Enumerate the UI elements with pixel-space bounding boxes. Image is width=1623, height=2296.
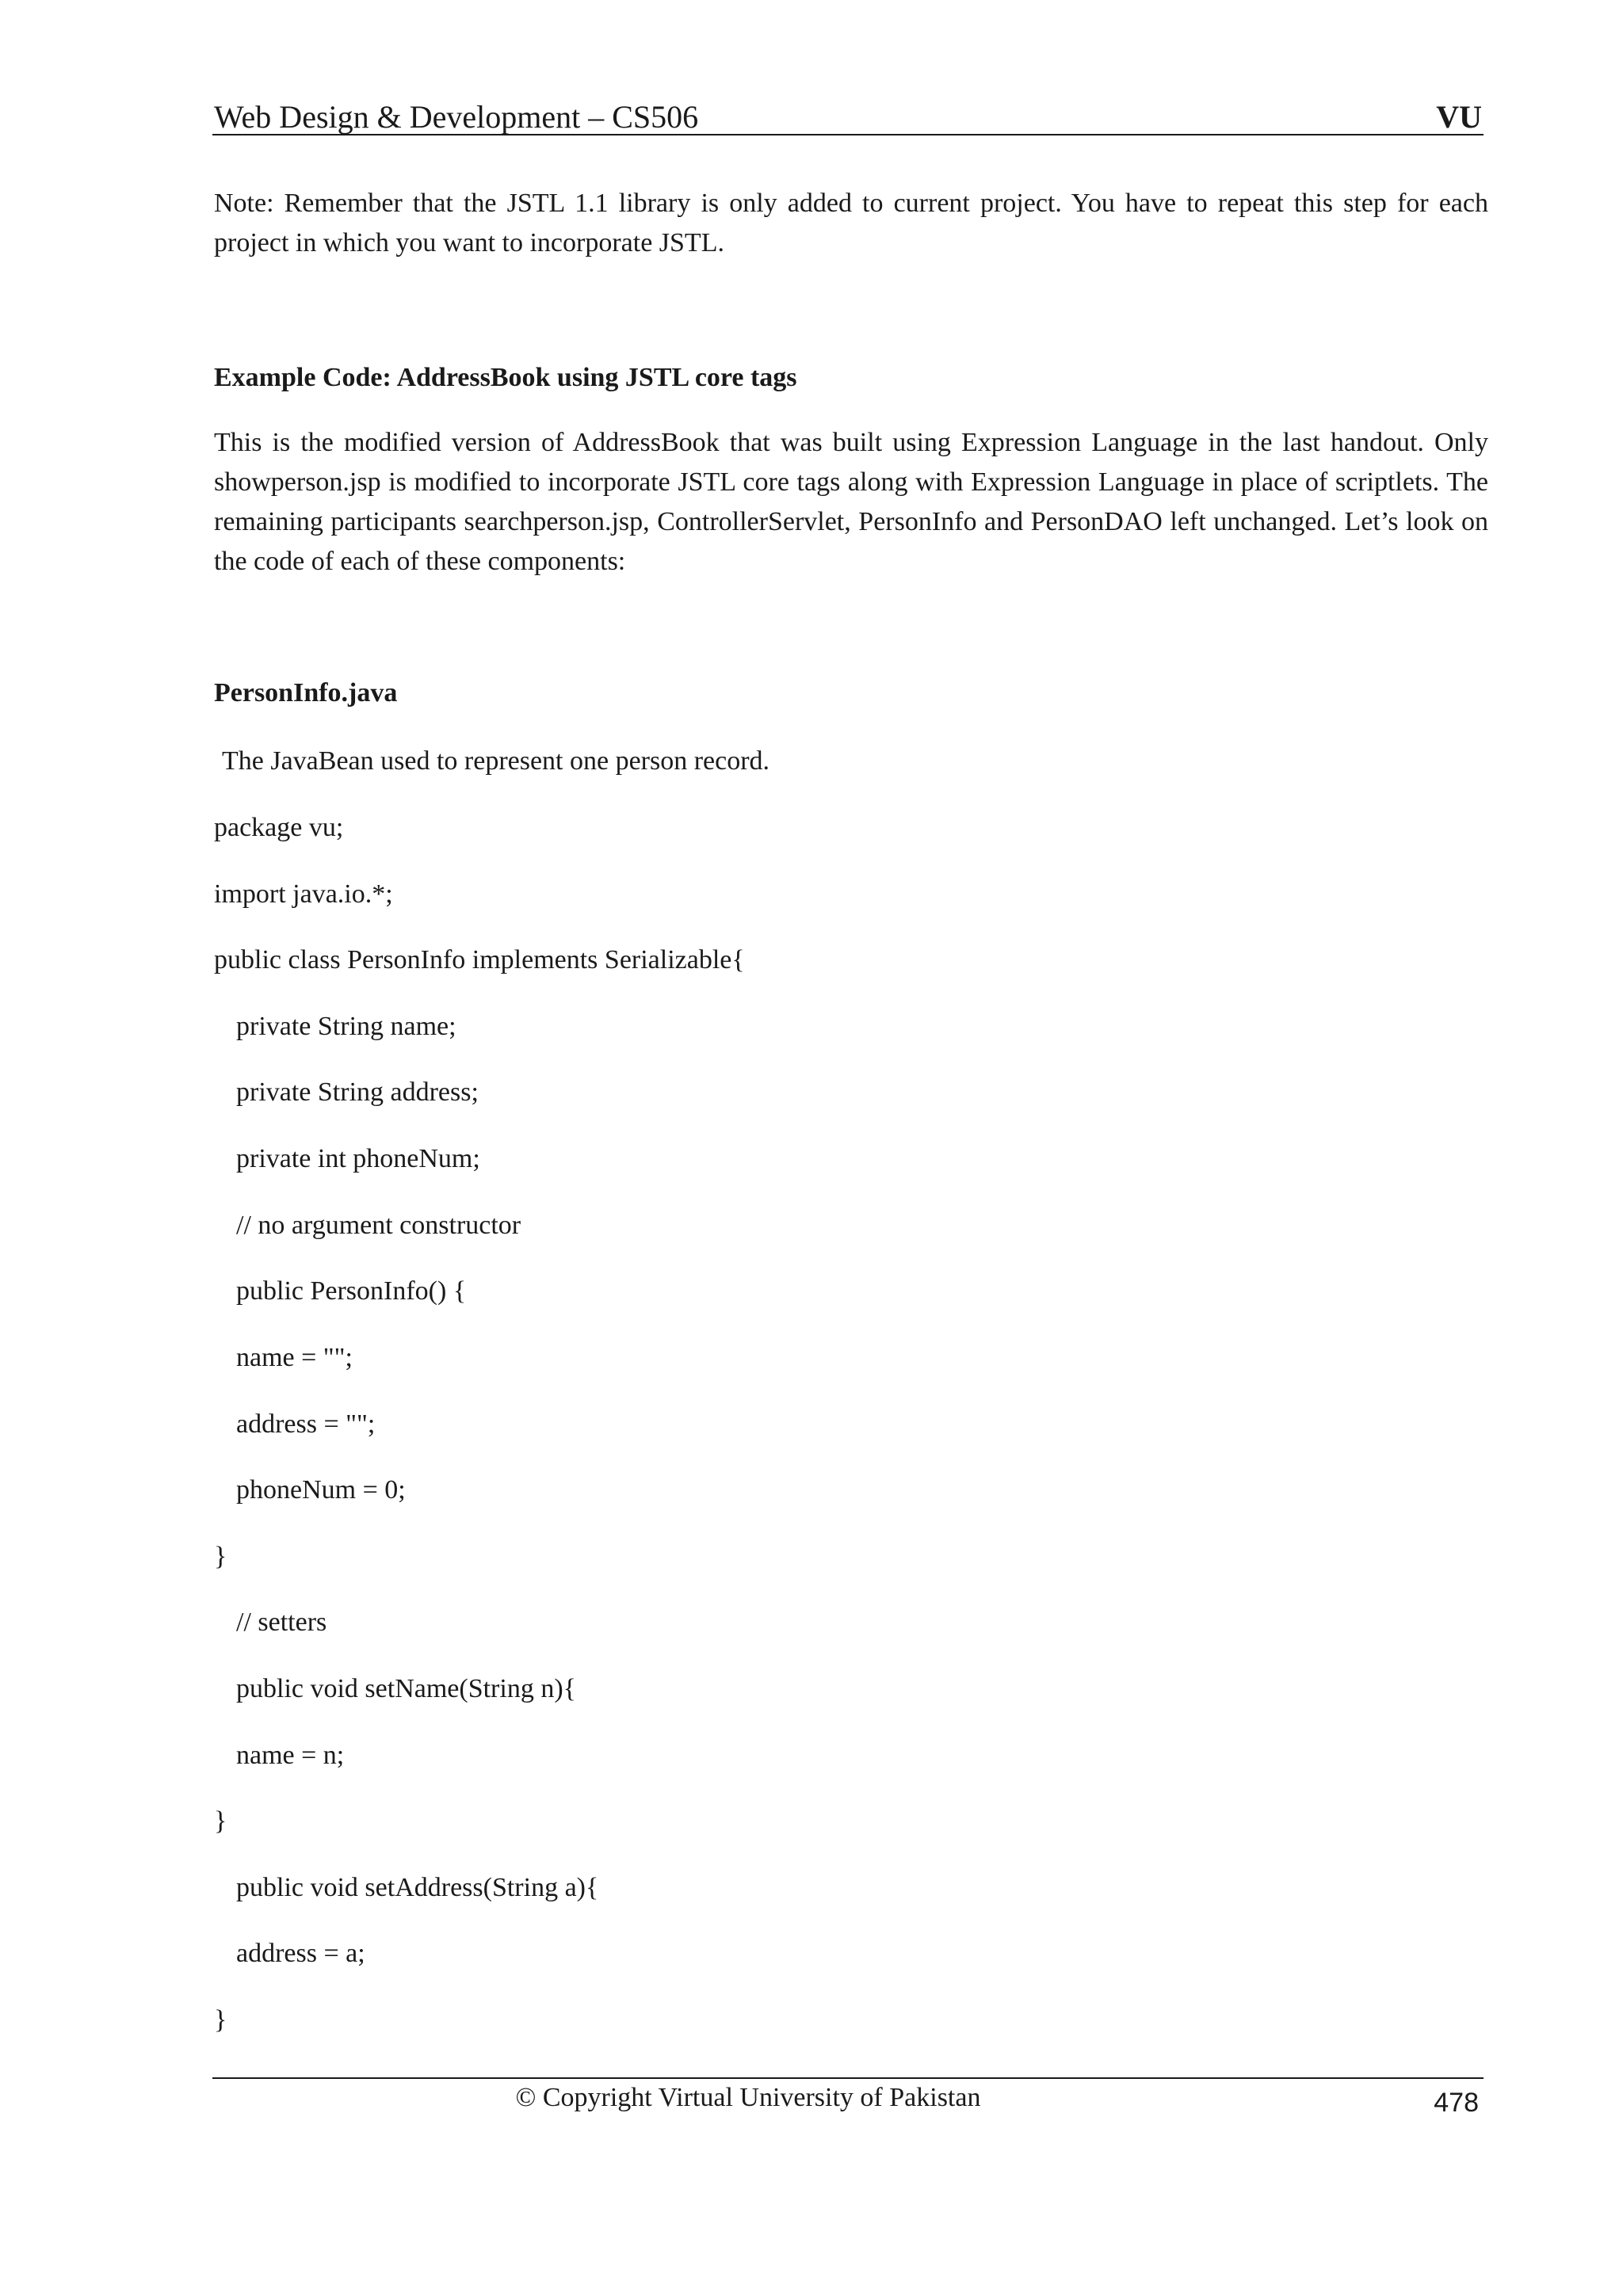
code-line: private String address; <box>236 1077 479 1107</box>
code-line: private String name; <box>236 1012 456 1041</box>
code-line: // setters <box>236 1608 327 1637</box>
code-line: public void setName(String n){ <box>236 1674 576 1703</box>
subsection-heading: PersonInfo.java <box>214 678 398 707</box>
page-header-title: Web Design & Development – CS506 <box>214 99 699 135</box>
code-line: address = a; <box>236 1939 365 1968</box>
section-paragraph: This is the modified version of AddressBook that was built using Expression Language in the last handout. Only showperson.jsp is modified to incorporate JSTL core tags along with Expression Language in place of scriptlets. The remaining participants searchperson.jsp, ControllerServlet, PersonInfo and PersonDAO left unchanged. Let’s look on the code of each of these components: <box>214 428 1488 576</box>
code-line: } <box>214 2005 227 2035</box>
code-line: name = n; <box>236 1741 345 1770</box>
page-header-logo-text: VU <box>1436 99 1482 135</box>
code-line: public PersonInfo() { <box>236 1276 467 1306</box>
code-line: public class PersonInfo implements Serializable{ <box>214 945 745 974</box>
code-line: } <box>214 1542 227 1571</box>
code-line: public void setAddress(String a){ <box>236 1873 599 1902</box>
subsection-description: The JavaBean used to represent one person record. <box>222 746 770 776</box>
header-divider <box>212 134 1484 135</box>
code-line: name = ""; <box>236 1343 353 1372</box>
code-line: phoneNum = 0; <box>236 1475 406 1505</box>
footer-copyright: © Copyright Virtual University of Pakistan <box>515 2083 981 2112</box>
code-line: address = ""; <box>236 1409 376 1439</box>
code-line: import java.io.*; <box>214 879 393 909</box>
footer-divider <box>212 2077 1484 2079</box>
code-line: } <box>214 1806 227 1836</box>
note-paragraph: Note: Remember that the JSTL 1.1 library is only added to current project. You have to repeat this step for each project in which you want to incorporate JSTL. <box>214 189 1488 257</box>
code-line: // no argument constructor <box>236 1211 521 1240</box>
code-line: private int phoneNum; <box>236 1144 480 1173</box>
page-number: 478 <box>1434 2088 1479 2118</box>
section-heading: Example Code: AddressBook using JSTL core tags <box>214 363 797 392</box>
code-line: package vu; <box>214 813 344 842</box>
